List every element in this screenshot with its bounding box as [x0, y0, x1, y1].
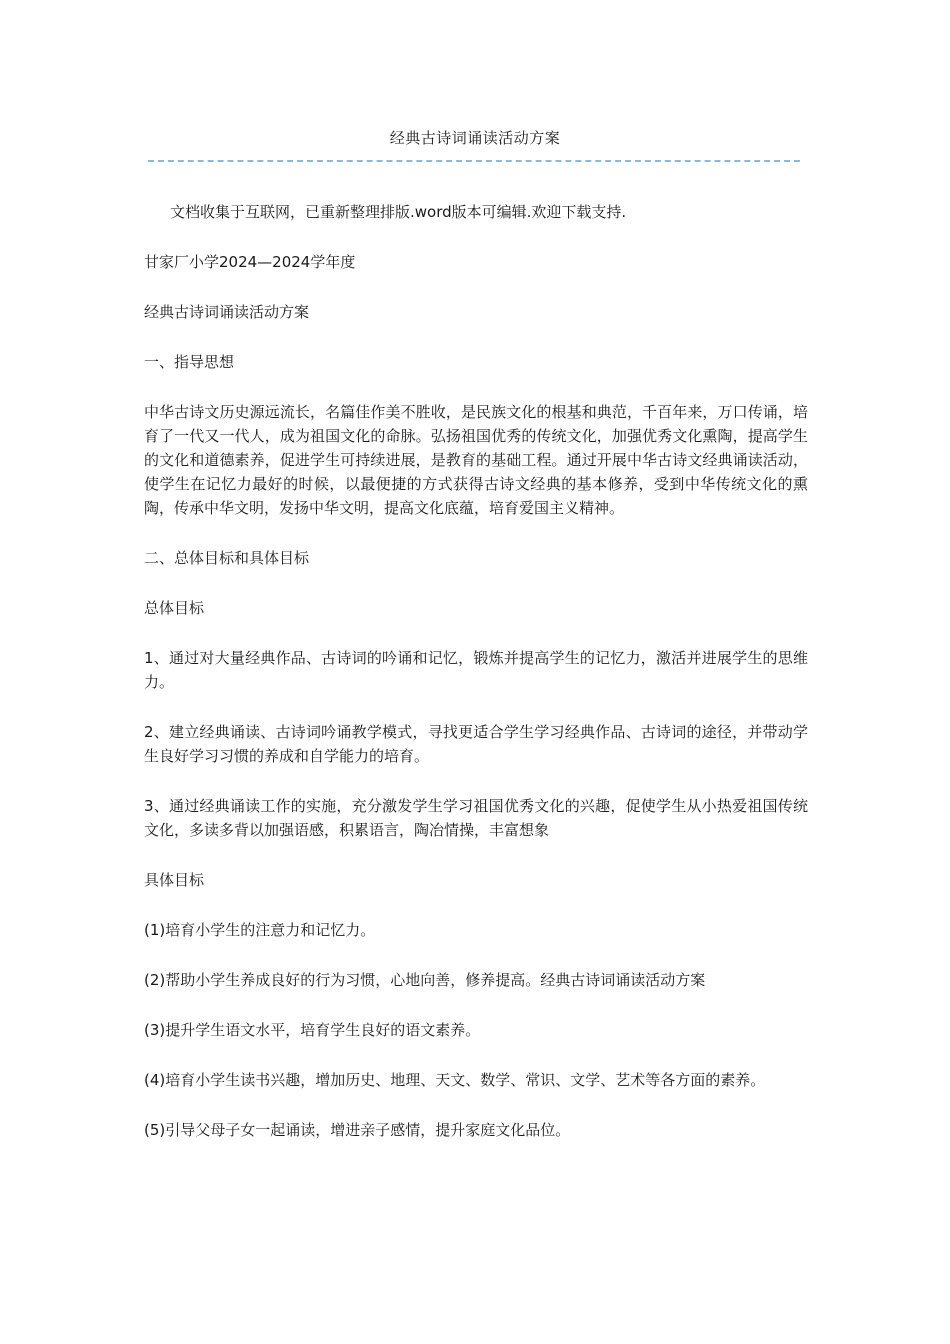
- title-divider: [148, 160, 800, 162]
- overall-goal-item: 1、通过对大量经典作品、古诗词的吟诵和记忆，锻炼并提高学生的记忆力，激活并进展学生的思维力。: [144, 649, 808, 691]
- specific-goal-item: (4)培育小学生读书兴趣，增加历史、地理、天文、数学、常识、文学、艺术等各方面的素养。: [144, 1071, 766, 1089]
- document-body: [144, 200, 808, 1168]
- overall-goal-item: 3、通过经典诵读工作的实施，充分激发学生学习祖国优秀文化的兴趣，促使学生从小热爱祖国传统文化，多读多背以加强语感，积累语言，陶冶情操，丰富想象: [144, 797, 808, 839]
- plan-subtitle: 经典古诗词诵读活动方案: [144, 303, 310, 321]
- specific-goal-item: (1)培育小学生的注意力和记忆力。: [144, 921, 376, 939]
- school-year-line: 甘家厂小学2024—2024学年度: [144, 253, 356, 271]
- document-title: 经典古诗词诵读活动方案: [389, 129, 561, 147]
- section-heading-guiding-ideology: 一、指导思想: [144, 353, 235, 371]
- subheading-specific-goals: 具体目标: [144, 871, 205, 889]
- download-notice: 文档收集于互联网，已重新整理排版.word版本可编辑.欢迎下载支持.: [170, 203, 627, 221]
- section-heading-goals: 二、总体目标和具体目标: [144, 549, 310, 567]
- subheading-overall-goals: 总体目标: [144, 599, 205, 617]
- overall-goal-item: 2、建立经典诵读、古诗词吟诵教学模式，寻找更适合学生学习经典作品、古诗词的途径，并带动学生良好学习习惯的养成和自学能力的培育。: [144, 723, 808, 765]
- specific-goal-item: (3)提升学生语文水平，培育学生良好的语文素养。: [144, 1021, 481, 1039]
- specific-goal-item: (5)引导父母子女一起诵读，增进亲子感情，提升家庭文化品位。: [144, 1121, 571, 1139]
- specific-goal-item: (2)帮助小学生养成良好的行为习惯，心地向善，修养提高。经典古诗词诵读活动方案: [144, 971, 706, 989]
- section-paragraph-guiding-ideology: 中华古诗文历史源远流长，名篇佳作美不胜收，是民族文化的根基和典范，千百年来，万口传诵，培育了一代又一代人，成为祖国文化的命脉。弘扬祖国优秀的传统文化，加强优秀文化熏陶，提高学生的文化和道德素养，促进学生可持续进展，是教育的基础工程。通过开展中华古诗文经典诵读活动，使学生在记忆力最好的时候，以最便捷的方式获得古诗文经典的基本修养，受到中华传统文化的熏陶，传承中华文明，发扬中华文明，提高文化底蕴，培育爱国主义精神。: [144, 403, 808, 517]
